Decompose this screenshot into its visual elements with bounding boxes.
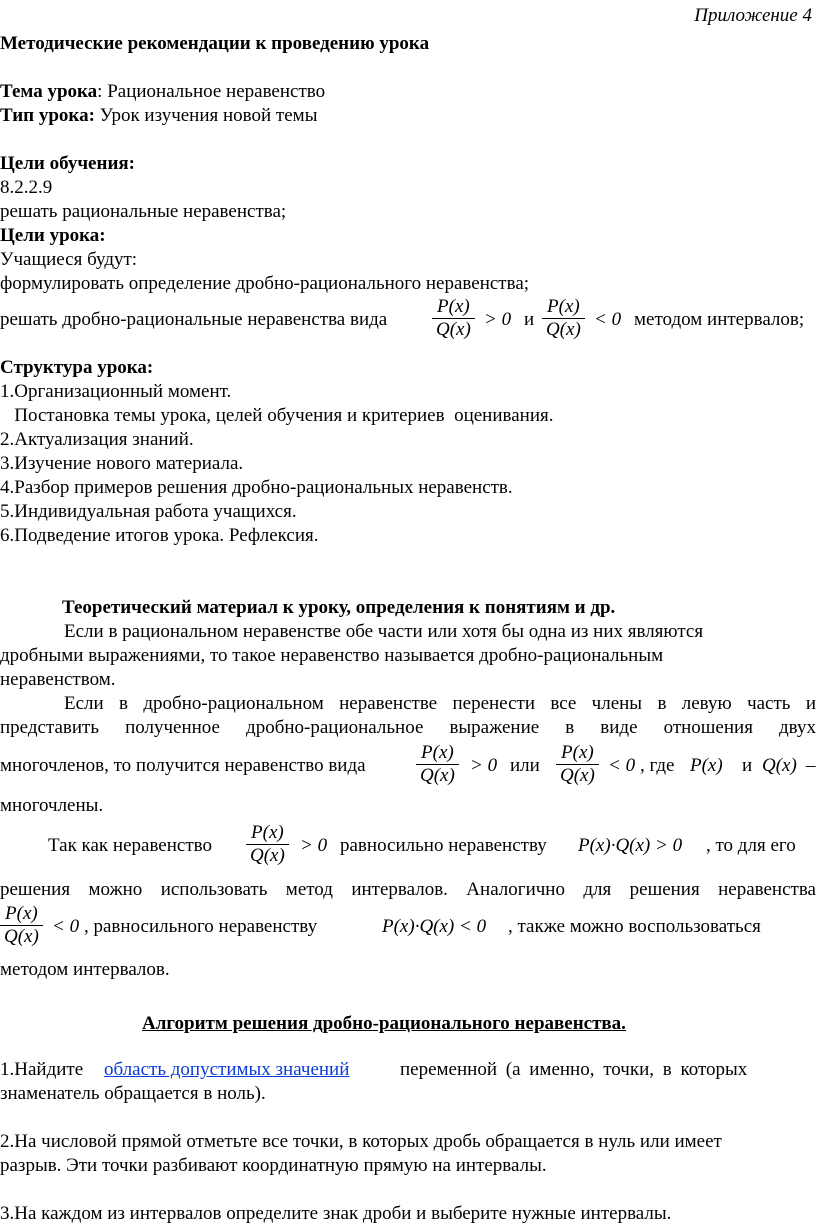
theory-p1-line: дробными выражениями, то такое неравенство называется дробно-рациональным [0,645,664,666]
fraction-goal-lt [542,296,585,341]
algorithm-step-2-line: 2.На числовой прямой отметьте все точки, в которых дробь обращается в нуль или имеет [0,1131,722,1152]
theory-p3-text: , то для его [706,835,796,856]
appendix-label: Приложение 4 [694,5,812,26]
fraction-theory-gt [416,742,459,787]
relation-gt: > 0 [300,835,328,856]
algorithm-step-2-line: разрыв. Эти точки разбивают координатную прямую на интервалы. [0,1155,547,1176]
theory-heading: Теоретический материал к уроку, определения к понятиям и др. [62,597,616,618]
lesson-goals-label: Цели урока: [0,225,106,246]
theory-and: и [742,755,753,776]
theory-p2-line: представить полученное дробно-рациональное выражение в виде отношения двух [0,717,816,738]
theory-p3-text: равносильно неравенству [340,835,547,856]
theory-p3-text: , также можно воспользоваться [508,916,761,937]
algorithm-step-1-pre: 1.Найдите [0,1059,84,1080]
structure-item: 3.Изучение нового материала. [0,453,244,474]
fraction-numerator: P(x) [547,296,580,317]
theory-p2-line: многочлены. [0,795,104,816]
goal-2-pre: решать дробно-рациональные неравенства вида [0,309,388,330]
fraction-denominator: Q(x) [556,764,599,787]
theory-px: P(x) [690,755,723,776]
goal-2-and: и [524,309,535,330]
students-will: Учащиеся будут: [0,249,138,270]
goal-2-post: методом интервалов; [634,309,805,330]
type-label: Тип урока: [0,105,95,126]
structure-item: 2.Актуализация знаний. [0,429,194,450]
fraction-denominator: Q(x) [432,318,475,341]
structure-label: Структура урока: [0,357,154,378]
type-value: Урок изучения новой темы [94,105,318,126]
topic-label: Тема урока [0,81,98,102]
fraction-denominator: Q(x) [416,764,459,787]
structure-item: 1.Организационный момент. [0,381,232,402]
fraction-denominator: Q(x) [0,925,43,948]
fraction-goal-gt [432,296,475,341]
relation-gt: > 0 [484,309,512,330]
fraction-numerator: P(x) [5,903,38,924]
goal-text: решать рациональные неравенства; [0,201,287,222]
structure-item: Постановка темы урока, целей обучения и критериев оценивания. [0,405,554,426]
topic-value: : Рациональное неравенство [97,81,326,102]
theory-p3-text: Так как неравенство [48,835,212,856]
theory-p3-text: , равносильного неравенству [84,916,318,937]
fraction-numerator: P(x) [437,296,470,317]
domain-link[interactable]: область допустимых значений [104,1059,350,1080]
theory-or: или [510,755,540,776]
theory-qx: Q(x) [762,755,797,776]
theory-p2-line: Если в дробно-рациональном неравенстве перенести все члены в левую часть и [64,693,816,714]
fraction-theory-lt [556,742,599,787]
fraction-numerator: P(x) [251,822,284,843]
product-gt: P(x)·Q(x) > 0 [578,835,683,856]
theory-p2-text: многочленов, то получится неравенство вида [0,755,366,776]
fraction-p3-gt [246,822,289,867]
fraction-p3-lt [0,903,43,948]
page-title: Методические рекомендации к проведению урока [0,33,430,54]
theory-where: , где [640,755,675,776]
relation-gt: > 0 [470,755,498,776]
algorithm-heading: Алгоритм решения дробно-рационального неравенства. [142,1013,626,1034]
goal-1: формулировать определение дробно-рационального неравенства; [0,273,530,294]
algorithm-step-1-post: переменной (а именно, точки, в которых [400,1059,748,1080]
product-lt: P(x)·Q(x) < 0 [382,916,487,937]
relation-lt: < 0 [52,916,80,937]
theory-dash: – [806,755,816,776]
fraction-numerator: P(x) [561,742,594,763]
goal-code: 8.2.2.9 [0,177,53,198]
fraction-denominator: Q(x) [246,844,289,867]
learning-goals-label: Цели обучения: [0,153,135,174]
structure-item: 6.Подведение итогов урока. Рефлексия. [0,525,319,546]
relation-lt: < 0 [594,309,622,330]
fraction-numerator: P(x) [421,742,454,763]
theory-p3-line: решения можно использовать метод интервалов. Аналогично для решения неравенства [0,879,816,900]
fraction-denominator: Q(x) [542,318,585,341]
type-line [0,104,317,128]
relation-lt: < 0 [608,755,636,776]
algorithm-step-1-line: знаменатель обращается в ноль). [0,1083,266,1104]
structure-item: 5.Индивидуальная работа учащихся. [0,501,297,522]
structure-item: 4.Разбор примеров решения дробно-рациональных неравенств. [0,477,513,498]
theory-p3-line: методом интервалов. [0,959,170,980]
theory-p1-line: неравенством. [0,669,116,690]
algorithm-step-3-line: 3.На каждом из интервалов определите знак дроби и выберите нужные интервалы. [0,1203,672,1224]
theory-p1-line: Если в рациональном неравенстве обе части или хотя бы одна из них являются [64,621,704,642]
topic-line [0,80,325,104]
